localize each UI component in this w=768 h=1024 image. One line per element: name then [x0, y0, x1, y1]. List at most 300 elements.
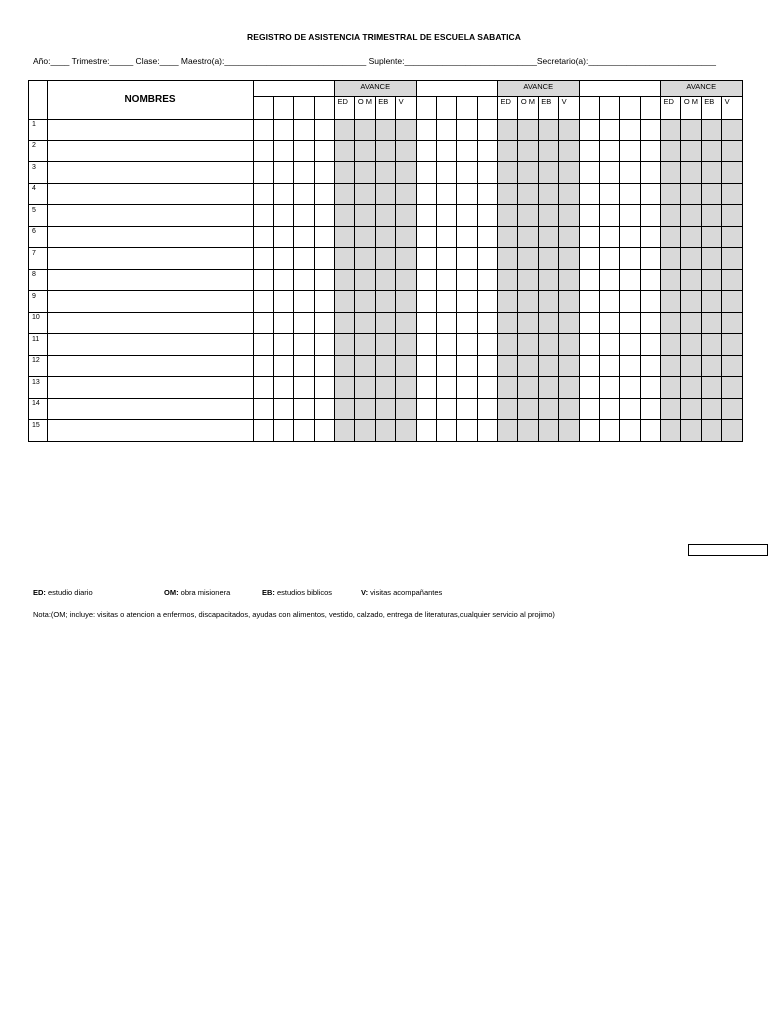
- avance-cell[interactable]: [722, 205, 742, 226]
- attendance-cell[interactable]: [620, 355, 640, 376]
- avance-cell[interactable]: [701, 162, 721, 183]
- attendance-cell[interactable]: [294, 420, 314, 441]
- attendance-cell[interactable]: [477, 162, 497, 183]
- avance-cell[interactable]: [375, 140, 395, 161]
- avance-cell[interactable]: [701, 377, 721, 398]
- avance-cell[interactable]: [722, 291, 742, 312]
- avance-cell[interactable]: [559, 312, 579, 333]
- attendance-cell[interactable]: [273, 377, 293, 398]
- avance-cell[interactable]: [518, 269, 538, 290]
- avance-cell[interactable]: [375, 205, 395, 226]
- avance-cell[interactable]: [661, 205, 681, 226]
- name-cell[interactable]: [47, 183, 253, 204]
- attendance-cell[interactable]: [416, 248, 436, 269]
- attendance-cell[interactable]: [294, 140, 314, 161]
- attendance-cell[interactable]: [253, 377, 273, 398]
- avance-cell[interactable]: [722, 377, 742, 398]
- attendance-cell[interactable]: [294, 205, 314, 226]
- avance-cell[interactable]: [661, 248, 681, 269]
- attendance-cell[interactable]: [253, 334, 273, 355]
- name-cell[interactable]: [47, 140, 253, 161]
- attendance-cell[interactable]: [416, 398, 436, 419]
- attendance-cell[interactable]: [416, 291, 436, 312]
- avance-cell[interactable]: [375, 312, 395, 333]
- avance-cell[interactable]: [355, 355, 375, 376]
- avance-cell[interactable]: [722, 334, 742, 355]
- avance-cell[interactable]: [701, 205, 721, 226]
- attendance-cell[interactable]: [273, 291, 293, 312]
- field-maestro[interactable]: Maestro(a):______________________________: [178, 56, 367, 66]
- avance-cell[interactable]: [396, 420, 416, 441]
- attendance-cell[interactable]: [273, 205, 293, 226]
- attendance-cell[interactable]: [599, 420, 619, 441]
- avance-cell[interactable]: [661, 162, 681, 183]
- attendance-cell[interactable]: [579, 162, 599, 183]
- avance-cell[interactable]: [396, 398, 416, 419]
- attendance-cell[interactable]: [457, 377, 477, 398]
- attendance-cell[interactable]: [579, 269, 599, 290]
- avance-cell[interactable]: [518, 420, 538, 441]
- avance-cell[interactable]: [661, 334, 681, 355]
- avance-cell[interactable]: [538, 355, 558, 376]
- attendance-cell[interactable]: [477, 205, 497, 226]
- attendance-cell[interactable]: [640, 355, 660, 376]
- attendance-cell[interactable]: [436, 355, 456, 376]
- avance-cell[interactable]: [375, 334, 395, 355]
- avance-cell[interactable]: [355, 398, 375, 419]
- attendance-cell[interactable]: [640, 398, 660, 419]
- attendance-cell[interactable]: [253, 119, 273, 140]
- attendance-cell[interactable]: [477, 420, 497, 441]
- attendance-cell[interactable]: [457, 398, 477, 419]
- attendance-cell[interactable]: [579, 183, 599, 204]
- attendance-cell[interactable]: [620, 377, 640, 398]
- attendance-cell[interactable]: [640, 248, 660, 269]
- attendance-cell[interactable]: [314, 226, 334, 247]
- attendance-cell[interactable]: [273, 398, 293, 419]
- attendance-cell[interactable]: [436, 119, 456, 140]
- attendance-cell[interactable]: [640, 420, 660, 441]
- attendance-cell[interactable]: [253, 269, 273, 290]
- attendance-cell[interactable]: [599, 205, 619, 226]
- avance-cell[interactable]: [518, 140, 538, 161]
- avance-cell[interactable]: [538, 420, 558, 441]
- avance-cell[interactable]: [661, 140, 681, 161]
- avance-cell[interactable]: [335, 248, 355, 269]
- avance-cell[interactable]: [518, 248, 538, 269]
- avance-cell[interactable]: [375, 162, 395, 183]
- attendance-cell[interactable]: [620, 312, 640, 333]
- avance-cell[interactable]: [538, 334, 558, 355]
- avance-cell[interactable]: [722, 119, 742, 140]
- avance-cell[interactable]: [498, 312, 518, 333]
- avance-cell[interactable]: [498, 377, 518, 398]
- avance-cell[interactable]: [538, 398, 558, 419]
- field-trimestre[interactable]: Trimestre:_____: [69, 56, 134, 66]
- avance-cell[interactable]: [701, 248, 721, 269]
- avance-cell[interactable]: [681, 420, 701, 441]
- avance-cell[interactable]: [498, 398, 518, 419]
- avance-cell[interactable]: [355, 205, 375, 226]
- avance-cell[interactable]: [559, 355, 579, 376]
- avance-cell[interactable]: [559, 205, 579, 226]
- attendance-cell[interactable]: [457, 420, 477, 441]
- attendance-cell[interactable]: [416, 140, 436, 161]
- attendance-cell[interactable]: [253, 291, 273, 312]
- attendance-cell[interactable]: [314, 334, 334, 355]
- attendance-cell[interactable]: [294, 398, 314, 419]
- avance-cell[interactable]: [498, 226, 518, 247]
- avance-cell[interactable]: [335, 269, 355, 290]
- attendance-cell[interactable]: [620, 248, 640, 269]
- attendance-cell[interactable]: [314, 269, 334, 290]
- attendance-cell[interactable]: [294, 226, 314, 247]
- attendance-cell[interactable]: [253, 398, 273, 419]
- avance-cell[interactable]: [518, 162, 538, 183]
- avance-cell[interactable]: [335, 140, 355, 161]
- avance-cell[interactable]: [335, 334, 355, 355]
- attendance-cell[interactable]: [620, 183, 640, 204]
- attendance-cell[interactable]: [436, 398, 456, 419]
- attendance-cell[interactable]: [599, 377, 619, 398]
- name-cell[interactable]: [47, 205, 253, 226]
- avance-cell[interactable]: [701, 226, 721, 247]
- avance-cell[interactable]: [355, 140, 375, 161]
- avance-cell[interactable]: [355, 377, 375, 398]
- attendance-cell[interactable]: [416, 162, 436, 183]
- attendance-cell[interactable]: [436, 420, 456, 441]
- avance-cell[interactable]: [681, 312, 701, 333]
- avance-cell[interactable]: [681, 291, 701, 312]
- name-cell[interactable]: [47, 420, 253, 441]
- avance-cell[interactable]: [518, 205, 538, 226]
- attendance-cell[interactable]: [253, 312, 273, 333]
- attendance-cell[interactable]: [599, 226, 619, 247]
- avance-cell[interactable]: [538, 183, 558, 204]
- avance-cell[interactable]: [518, 119, 538, 140]
- avance-cell[interactable]: [538, 291, 558, 312]
- avance-cell[interactable]: [396, 377, 416, 398]
- attendance-cell[interactable]: [457, 334, 477, 355]
- avance-cell[interactable]: [518, 226, 538, 247]
- avance-cell[interactable]: [681, 226, 701, 247]
- attendance-cell[interactable]: [253, 140, 273, 161]
- avance-cell[interactable]: [355, 162, 375, 183]
- attendance-cell[interactable]: [253, 248, 273, 269]
- avance-cell[interactable]: [396, 183, 416, 204]
- attendance-cell[interactable]: [294, 248, 314, 269]
- attendance-cell[interactable]: [640, 183, 660, 204]
- avance-cell[interactable]: [335, 355, 355, 376]
- avance-cell[interactable]: [396, 291, 416, 312]
- attendance-cell[interactable]: [640, 334, 660, 355]
- attendance-cell[interactable]: [314, 420, 334, 441]
- attendance-cell[interactable]: [457, 291, 477, 312]
- attendance-cell[interactable]: [477, 119, 497, 140]
- attendance-cell[interactable]: [436, 269, 456, 290]
- avance-cell[interactable]: [722, 183, 742, 204]
- attendance-cell[interactable]: [620, 334, 640, 355]
- avance-cell[interactable]: [396, 334, 416, 355]
- attendance-cell[interactable]: [273, 119, 293, 140]
- avance-cell[interactable]: [498, 355, 518, 376]
- avance-cell[interactable]: [681, 140, 701, 161]
- attendance-cell[interactable]: [294, 355, 314, 376]
- attendance-cell[interactable]: [640, 291, 660, 312]
- avance-cell[interactable]: [559, 377, 579, 398]
- attendance-cell[interactable]: [640, 162, 660, 183]
- field-anio[interactable]: Año:____: [33, 56, 70, 66]
- avance-cell[interactable]: [538, 162, 558, 183]
- avance-cell[interactable]: [538, 119, 558, 140]
- attendance-cell[interactable]: [436, 377, 456, 398]
- attendance-cell[interactable]: [273, 183, 293, 204]
- avance-cell[interactable]: [396, 269, 416, 290]
- avance-cell[interactable]: [701, 334, 721, 355]
- avance-cell[interactable]: [518, 355, 538, 376]
- avance-cell[interactable]: [375, 248, 395, 269]
- attendance-cell[interactable]: [579, 226, 599, 247]
- attendance-cell[interactable]: [294, 291, 314, 312]
- attendance-cell[interactable]: [294, 183, 314, 204]
- avance-cell[interactable]: [498, 162, 518, 183]
- avance-cell[interactable]: [396, 205, 416, 226]
- avance-cell[interactable]: [375, 226, 395, 247]
- attendance-cell[interactable]: [314, 398, 334, 419]
- attendance-cell[interactable]: [620, 398, 640, 419]
- attendance-cell[interactable]: [457, 248, 477, 269]
- avance-cell[interactable]: [375, 291, 395, 312]
- avance-cell[interactable]: [518, 291, 538, 312]
- attendance-cell[interactable]: [416, 312, 436, 333]
- avance-cell[interactable]: [375, 183, 395, 204]
- avance-cell[interactable]: [722, 248, 742, 269]
- attendance-cell[interactable]: [620, 226, 640, 247]
- avance-cell[interactable]: [518, 312, 538, 333]
- avance-cell[interactable]: [538, 312, 558, 333]
- attendance-cell[interactable]: [273, 162, 293, 183]
- attendance-cell[interactable]: [314, 205, 334, 226]
- avance-cell[interactable]: [661, 398, 681, 419]
- attendance-cell[interactable]: [640, 205, 660, 226]
- attendance-cell[interactable]: [579, 312, 599, 333]
- avance-cell[interactable]: [396, 140, 416, 161]
- attendance-cell[interactable]: [579, 377, 599, 398]
- attendance-cell[interactable]: [253, 205, 273, 226]
- attendance-cell[interactable]: [579, 119, 599, 140]
- attendance-cell[interactable]: [599, 162, 619, 183]
- field-secretario[interactable]: Secretario(a):___________________________: [536, 56, 716, 66]
- attendance-cell[interactable]: [314, 162, 334, 183]
- name-cell[interactable]: [47, 226, 253, 247]
- avance-cell[interactable]: [681, 334, 701, 355]
- attendance-cell[interactable]: [640, 377, 660, 398]
- avance-cell[interactable]: [375, 377, 395, 398]
- avance-cell[interactable]: [661, 119, 681, 140]
- avance-cell[interactable]: [559, 119, 579, 140]
- avance-cell[interactable]: [722, 269, 742, 290]
- attendance-cell[interactable]: [640, 119, 660, 140]
- attendance-cell[interactable]: [599, 312, 619, 333]
- avance-cell[interactable]: [538, 226, 558, 247]
- avance-cell[interactable]: [355, 119, 375, 140]
- avance-cell[interactable]: [396, 162, 416, 183]
- name-cell[interactable]: [47, 119, 253, 140]
- attendance-cell[interactable]: [640, 312, 660, 333]
- attendance-cell[interactable]: [457, 205, 477, 226]
- attendance-cell[interactable]: [416, 355, 436, 376]
- avance-cell[interactable]: [498, 334, 518, 355]
- avance-cell[interactable]: [661, 377, 681, 398]
- avance-cell[interactable]: [498, 420, 518, 441]
- avance-cell[interactable]: [661, 226, 681, 247]
- avance-cell[interactable]: [701, 398, 721, 419]
- avance-cell[interactable]: [498, 205, 518, 226]
- avance-cell[interactable]: [538, 377, 558, 398]
- attendance-cell[interactable]: [253, 226, 273, 247]
- avance-cell[interactable]: [681, 183, 701, 204]
- attendance-cell[interactable]: [599, 334, 619, 355]
- attendance-cell[interactable]: [457, 226, 477, 247]
- avance-cell[interactable]: [559, 291, 579, 312]
- avance-cell[interactable]: [701, 420, 721, 441]
- avance-cell[interactable]: [681, 355, 701, 376]
- avance-cell[interactable]: [396, 119, 416, 140]
- name-cell[interactable]: [47, 355, 253, 376]
- avance-cell[interactable]: [559, 398, 579, 419]
- attendance-cell[interactable]: [273, 140, 293, 161]
- attendance-cell[interactable]: [416, 183, 436, 204]
- attendance-cell[interactable]: [294, 377, 314, 398]
- name-cell[interactable]: [47, 291, 253, 312]
- avance-cell[interactable]: [559, 334, 579, 355]
- avance-cell[interactable]: [335, 162, 355, 183]
- avance-cell[interactable]: [722, 312, 742, 333]
- attendance-cell[interactable]: [314, 291, 334, 312]
- attendance-cell[interactable]: [599, 398, 619, 419]
- avance-cell[interactable]: [396, 312, 416, 333]
- avance-cell[interactable]: [661, 355, 681, 376]
- avance-cell[interactable]: [375, 420, 395, 441]
- attendance-cell[interactable]: [599, 140, 619, 161]
- attendance-cell[interactable]: [477, 398, 497, 419]
- attendance-cell[interactable]: [294, 269, 314, 290]
- attendance-cell[interactable]: [416, 334, 436, 355]
- attendance-cell[interactable]: [436, 162, 456, 183]
- attendance-cell[interactable]: [436, 226, 456, 247]
- avance-cell[interactable]: [396, 226, 416, 247]
- attendance-cell[interactable]: [640, 226, 660, 247]
- avance-cell[interactable]: [538, 269, 558, 290]
- avance-cell[interactable]: [355, 291, 375, 312]
- avance-cell[interactable]: [681, 377, 701, 398]
- attendance-cell[interactable]: [579, 205, 599, 226]
- attendance-cell[interactable]: [273, 226, 293, 247]
- avance-cell[interactable]: [681, 119, 701, 140]
- avance-cell[interactable]: [701, 183, 721, 204]
- avance-cell[interactable]: [335, 398, 355, 419]
- attendance-cell[interactable]: [620, 269, 640, 290]
- attendance-cell[interactable]: [477, 226, 497, 247]
- avance-cell[interactable]: [396, 248, 416, 269]
- attendance-cell[interactable]: [620, 291, 640, 312]
- attendance-cell[interactable]: [314, 355, 334, 376]
- avance-cell[interactable]: [701, 119, 721, 140]
- name-cell[interactable]: [47, 312, 253, 333]
- avance-cell[interactable]: [396, 355, 416, 376]
- avance-cell[interactable]: [335, 312, 355, 333]
- attendance-cell[interactable]: [273, 312, 293, 333]
- avance-cell[interactable]: [518, 183, 538, 204]
- avance-cell[interactable]: [681, 269, 701, 290]
- attendance-cell[interactable]: [599, 269, 619, 290]
- attendance-cell[interactable]: [579, 398, 599, 419]
- avance-cell[interactable]: [355, 312, 375, 333]
- avance-cell[interactable]: [661, 291, 681, 312]
- avance-cell[interactable]: [335, 291, 355, 312]
- attendance-cell[interactable]: [579, 420, 599, 441]
- attendance-cell[interactable]: [416, 226, 436, 247]
- avance-cell[interactable]: [722, 226, 742, 247]
- attendance-cell[interactable]: [253, 162, 273, 183]
- name-cell[interactable]: [47, 248, 253, 269]
- attendance-cell[interactable]: [416, 377, 436, 398]
- avance-cell[interactable]: [355, 248, 375, 269]
- attendance-cell[interactable]: [599, 119, 619, 140]
- attendance-cell[interactable]: [436, 291, 456, 312]
- avance-cell[interactable]: [559, 420, 579, 441]
- avance-cell[interactable]: [681, 205, 701, 226]
- attendance-cell[interactable]: [273, 248, 293, 269]
- avance-cell[interactable]: [375, 398, 395, 419]
- attendance-cell[interactable]: [436, 248, 456, 269]
- avance-cell[interactable]: [681, 398, 701, 419]
- attendance-cell[interactable]: [273, 355, 293, 376]
- attendance-cell[interactable]: [457, 183, 477, 204]
- attendance-cell[interactable]: [457, 140, 477, 161]
- name-cell[interactable]: [47, 269, 253, 290]
- attendance-cell[interactable]: [314, 119, 334, 140]
- name-cell[interactable]: [47, 377, 253, 398]
- avance-cell[interactable]: [375, 355, 395, 376]
- attendance-cell[interactable]: [477, 334, 497, 355]
- avance-cell[interactable]: [335, 183, 355, 204]
- attendance-cell[interactable]: [294, 334, 314, 355]
- attendance-cell[interactable]: [620, 140, 640, 161]
- attendance-cell[interactable]: [579, 355, 599, 376]
- avance-cell[interactable]: [498, 269, 518, 290]
- avance-cell[interactable]: [722, 355, 742, 376]
- attendance-cell[interactable]: [477, 183, 497, 204]
- attendance-cell[interactable]: [457, 162, 477, 183]
- attendance-cell[interactable]: [416, 205, 436, 226]
- avance-cell[interactable]: [355, 334, 375, 355]
- attendance-cell[interactable]: [253, 420, 273, 441]
- avance-cell[interactable]: [681, 248, 701, 269]
- attendance-cell[interactable]: [273, 334, 293, 355]
- attendance-cell[interactable]: [436, 334, 456, 355]
- avance-cell[interactable]: [661, 183, 681, 204]
- avance-cell[interactable]: [701, 312, 721, 333]
- attendance-cell[interactable]: [640, 140, 660, 161]
- attendance-cell[interactable]: [599, 291, 619, 312]
- attendance-cell[interactable]: [599, 183, 619, 204]
- attendance-cell[interactable]: [314, 183, 334, 204]
- attendance-cell[interactable]: [294, 312, 314, 333]
- avance-cell[interactable]: [661, 420, 681, 441]
- avance-cell[interactable]: [355, 420, 375, 441]
- avance-cell[interactable]: [701, 291, 721, 312]
